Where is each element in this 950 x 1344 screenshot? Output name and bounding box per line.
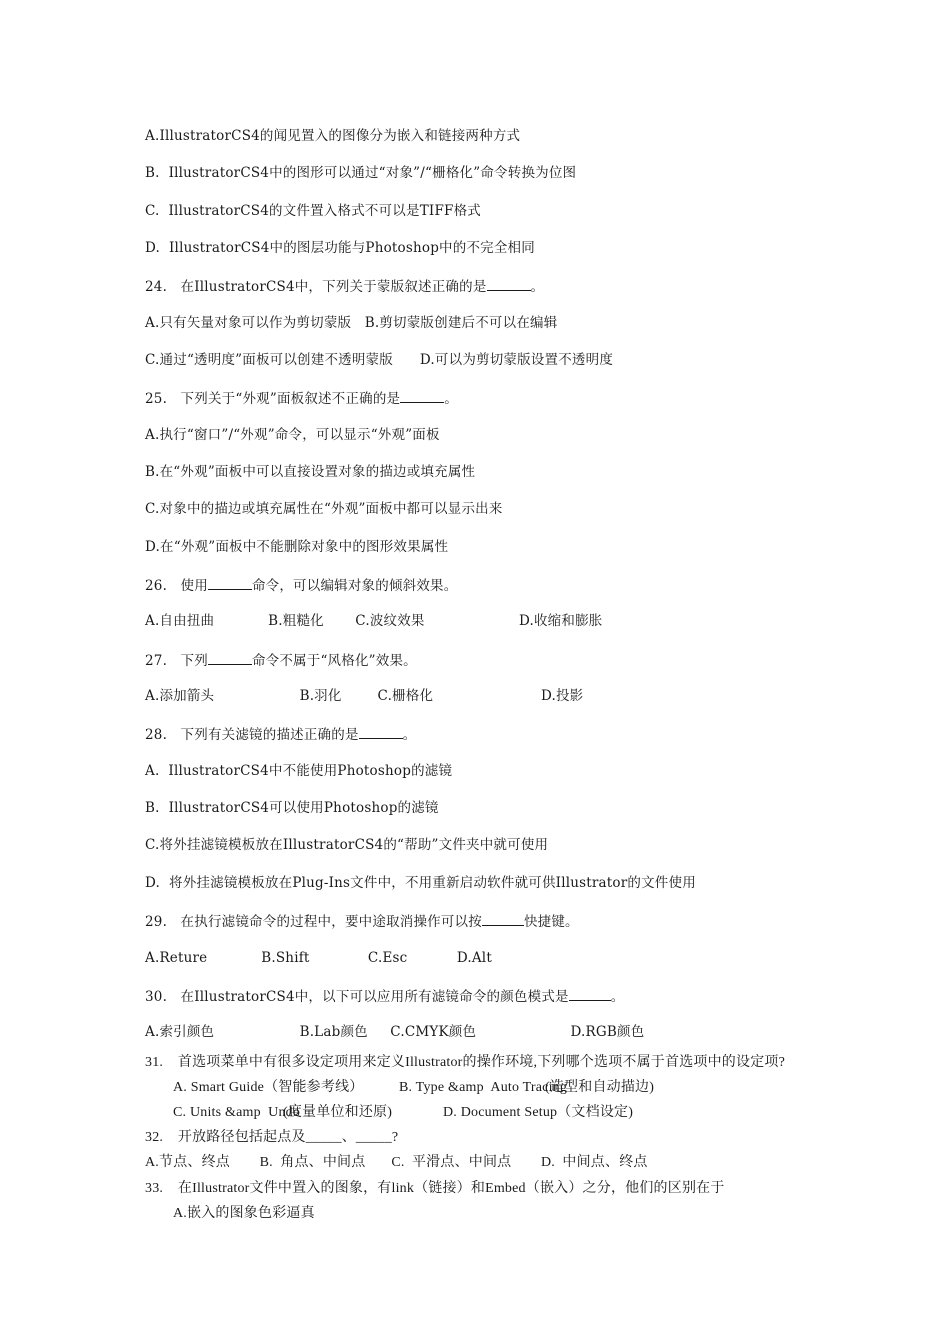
question-end: 命令，可以编辑对象的倾斜效果。: [251, 578, 458, 594]
option-line: B. IllustratorCS4中的图形可以通过“对象”/“栅格化”命令转换为位图: [145, 165, 577, 181]
question-26: [145, 575, 457, 595]
option-line: D. IllustratorCS4中的图层功能与Photoshop中的不完全相同: [145, 240, 535, 256]
question-24: [145, 276, 544, 296]
option-a: A. Smart Guide（智能参考线）: [173, 1080, 364, 1095]
option-line: A.自由扭曲 B.粗糙化 C.波纹效果 D.收缩和膨胀: [145, 613, 603, 629]
option-line: D.在“外观”面板中不能删除对象中的图形效果属性: [145, 539, 449, 555]
option-line: C.对象中的描边或填充属性在“外观”面板中都可以显示出来: [145, 501, 503, 517]
option-a: A.嵌入的图象色彩逼真: [173, 1206, 315, 1221]
option-line: A.索引颜色 B.Lab颜色 C.CMYK颜色 D.RGB颜色: [145, 1024, 645, 1040]
option-line: A. IllustratorCS4中不能使用Photoshop的滤镜: [145, 763, 453, 779]
question-text: 26. 使用: [145, 578, 208, 594]
question-text: 24. 在IllustratorCS4中，下列关于蒙版叙述正确的是: [145, 279, 487, 295]
option-line: A.Reture B.Shift C.Esc D.Alt: [145, 950, 492, 966]
option-c: C. Units &amp Undo: [173, 1105, 301, 1120]
answer-blank: [208, 575, 252, 590]
question-end: 快捷键。: [523, 914, 579, 930]
question-31: 31. 首选项菜单中有很多设定项用来定义Illustrator的操作环境,下列哪个选项不属于首选项中的设定项?: [145, 1055, 786, 1070]
option-d: D. Document Setup（文档设定): [443, 1105, 634, 1120]
answer-blank: [487, 276, 531, 291]
answer-blank: [400, 388, 444, 403]
question-28: [145, 724, 416, 744]
question-25: [145, 388, 458, 408]
question-30: [145, 986, 624, 1006]
option-c-note: (度量单位和还原): [283, 1105, 393, 1120]
option-line: A.节点、终点 B. 角点、中间点 C. 平滑点、中间点 D. 中间点、终点: [145, 1155, 648, 1170]
question-end: 。: [444, 391, 458, 407]
question-29: [145, 911, 579, 931]
option-line: A.IllustratorCS4的闻见置入的图像分为嵌入和链接两种方式: [145, 128, 521, 144]
answer-blank: [208, 650, 252, 665]
question-33: 33. 在Illustrator文件中置入的图象，有link（链接）和Embed（嵌入）之分，他们的区别在于: [145, 1181, 725, 1196]
answer-blank: [359, 724, 403, 739]
option-line: A.只有矢量对象可以作为剪切蒙版 B.剪切蒙版创建后不可以在编辑: [145, 315, 558, 331]
question-text: 30. 在IllustratorCS4中，以下可以应用所有滤镜命令的颜色模式是: [145, 989, 569, 1005]
question-end: 。: [610, 989, 625, 1005]
question-end: 命令不属于“风格化”效果。: [251, 653, 417, 669]
question-end: 。: [402, 727, 417, 743]
option-line: B. IllustratorCS4可以使用Photoshop的滤镜: [145, 800, 439, 816]
question-27: [145, 650, 417, 670]
option-line: C. IllustratorCS4的文件置入格式不可以是TIFF格式: [145, 203, 481, 219]
question-32: 32. 开放路径包括起点及_____、_____?: [145, 1130, 399, 1145]
option-line: A.添加箭头 B.羽化 C.栅格化 D.投影: [145, 688, 584, 704]
question-text: 27. 下列: [145, 653, 208, 669]
option-line: B.在“外观”面板中可以直接设置对象的描边或填充属性: [145, 464, 476, 480]
option-line: D. 将外挂滤镜模板放在Plug-Ins文件中，不用重新启动软件就可供Illustrator的文件使用: [145, 875, 696, 891]
question-text: 28. 下列有关滤镜的描述正确的是: [145, 727, 359, 743]
question-text: 25. 下列关于“外观”面板叙述不正确的是: [145, 391, 401, 407]
answer-blank: [569, 986, 611, 1001]
answer-blank: [482, 911, 524, 926]
option-b-note: (造型和自动描边): [545, 1080, 655, 1095]
option-line: C.通过“透明度”面板可以创建不透明蒙版 D.可以为剪切蒙版设置不透明度: [145, 352, 614, 368]
option-line: C.将外挂滤镜模板放在IllustratorCS4的“帮助”文件夹中就可使用: [145, 837, 549, 853]
question-text: 29. 在执行滤镜命令的过程中，要中途取消操作可以按: [145, 914, 482, 930]
option-line: A.执行“窗口”/“外观”命令，可以显示“外观”面板: [145, 427, 440, 443]
option-b: B. Type &amp Auto Tracing: [399, 1080, 568, 1095]
question-end: 。: [530, 279, 545, 295]
